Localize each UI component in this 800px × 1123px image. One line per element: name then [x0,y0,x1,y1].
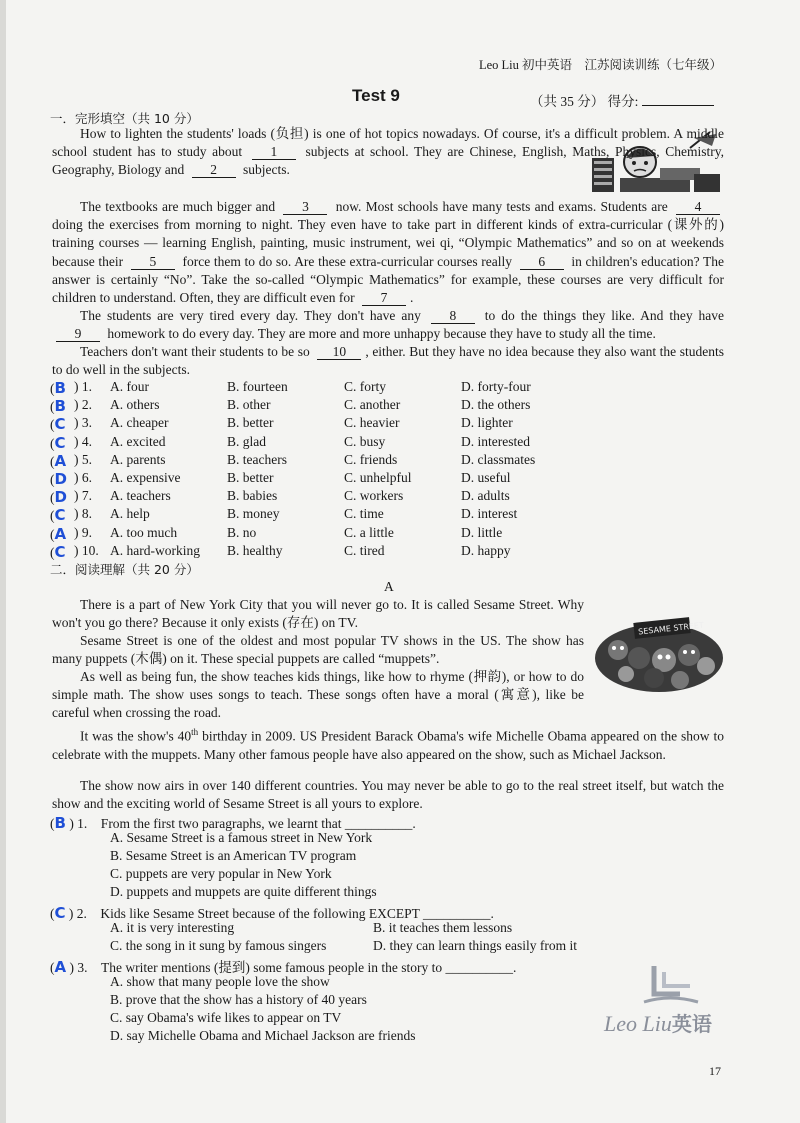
option-a[interactable]: A. parents [110,451,166,467]
logo-text [604,1008,712,1037]
blank-1: 1 [252,145,296,160]
question-number: ) 9. [74,524,92,540]
answer-paren: (D [50,469,67,488]
option-a[interactable]: A. cheaper [110,415,169,431]
option-c[interactable]: C. a little [344,524,394,540]
cloze-text: . [410,290,414,306]
answer-paren: (B [50,397,66,416]
option-a[interactable]: A. Sesame Street is a famous street in New York [110,830,373,845]
blank-9: 9 [56,327,100,342]
option-d[interactable]: D. they can learn things easily from it [373,938,577,953]
option-d[interactable]: D. the others [461,397,531,413]
reading-question-2: (C ) 2. Kids like Sesame Street because of the following EXCEPT __________. [50,904,494,922]
passage-text: Sesame Street is one of the oldest and most popular TV shows in the US. The show has many puppets (木偶) on it. These special puppets are called “muppets”. [52,633,584,667]
answer-mark: B [54,814,66,832]
answer-mark: C [54,904,66,922]
option-b[interactable]: B. Sesame Street is an American TV program [110,848,357,863]
cloze-paragraph-2 [52,198,724,307]
option-d[interactable]: D. little [461,524,503,540]
blank-4: 4 [676,200,720,215]
ordinal-suffix: th [191,727,199,737]
answer-mark: D [54,469,67,488]
cloze-question-row [50,415,730,433]
cloze-text: subjects at school. They are Chinese, English, Maths, Physics, Chemistry, Geography, Biology and [52,144,724,178]
option-a[interactable]: A. hard-working [110,542,200,558]
passage-a-p5 [52,777,724,813]
cloze-question-row [50,452,730,470]
option-a[interactable]: A. help [110,506,150,522]
passage-text: The show now airs in over 140 different countries. You may never be able to go to the real street itself, but watch the show and the exciting world of Sesame Street is all yours to explore. [52,778,724,812]
section-reading-heading: 二．阅读理解（共 20 分） [50,562,199,577]
option-d[interactable]: D. puppets and muppets are quite different things [110,884,377,899]
cloze-paragraph-3 [52,307,724,343]
cloze-question-row [50,397,730,415]
option-c[interactable]: C. workers [344,488,404,504]
cloze-text: , either. But they have no idea because they also want the students to do well in the subjects. [52,344,725,378]
answer-paren: (C [50,506,66,525]
cloze-text: The students are very tired every day. They don't have any [80,308,421,323]
option-d[interactable]: D. adults [461,488,510,504]
passage-text: There is a part of New York City that you will never go to. It is called Sesame Street. Why won't you go there? Because it only exists (存在) on TV. [52,597,584,631]
answer-paren: (C [50,433,66,452]
answer-paren: (C [50,415,66,434]
answer-mark: A [54,524,67,543]
reading-question-3: (A ) 3. The writer mentions (提到) some famous people in the story to __________. [50,958,517,976]
cloze-text: force them to do so. Are these extra-curricular courses really [182,253,513,269]
option-a[interactable]: A. teachers [110,488,171,504]
option-c[interactable]: C. tired [344,542,385,558]
option-b[interactable]: B. it teaches them lessons [373,920,513,935]
option-b[interactable]: B. prove that the show has a history of 40 years [110,992,367,1007]
option-b[interactable]: B. no [227,524,257,540]
score-box [530,90,714,110]
option-b[interactable]: B. babies [227,488,278,504]
option-d[interactable]: D. say Michelle Obama and Michael Jackson are friends [110,1028,416,1043]
answer-mark: C [54,506,66,525]
question-stem: ) 2. Kids like Sesame Street because of the following EXCEPT __________. [68,906,494,921]
answer-mark: B [54,397,66,416]
passage-text: It was the show's 40 [80,728,192,744]
logo-mark-icon [640,964,700,1006]
cloze-text: now. Most schools have many tests and exams. Students are [335,199,668,214]
option-b[interactable]: B. teachers [227,451,287,467]
question-number: ) 7. [74,488,92,504]
leo-liu-logo [600,964,724,1036]
option-d[interactable]: D. interest [461,506,518,522]
answer-mark: B [54,379,66,397]
blank-6: 6 [520,255,564,270]
cloze-question-row [50,525,730,543]
passage-a-p3 [52,668,584,723]
cloze-question-row [50,488,730,506]
option-c[interactable]: C. the song in it sung by famous singers [110,938,327,953]
logo-cn: 英语 [671,1012,712,1036]
question-number: ) 1. [74,379,92,394]
option-a[interactable]: A. it is very interesting [110,920,235,935]
option-a[interactable]: A. expensive [110,469,181,485]
cloze-paragraph-4 [52,343,724,379]
cloze-paragraph-1 [52,125,724,180]
answer-paren: (B [50,379,66,397]
passage-a-p1 [52,596,584,632]
option-b[interactable]: B. healthy [227,542,283,558]
option-b[interactable]: B. glad [227,433,266,449]
passage-a-p4 [52,723,724,764]
score-blank[interactable] [642,93,714,106]
option-c[interactable]: C. time [344,506,384,522]
question-number: ) 10. [74,542,99,558]
question-number: ) 5. [74,451,92,467]
passage-text: birthday in 2009. US President Barack Obama's wife Michelle Obama appeared on the show to celebrate with the muppets. Many other famous people have also appeared on the show, such as Michael Jackson. [52,728,724,762]
option-b[interactable]: B. better [227,469,274,485]
logo-brand: Leo Liu [604,1011,672,1036]
answer-paren: (A [50,524,67,543]
answer-mark: A [54,958,67,976]
answer-paren: (C [50,542,66,561]
score-label: 得分: [607,94,639,109]
question-number: ) 6. [74,469,92,485]
option-b[interactable]: B. better [227,415,274,431]
blank-5: 5 [131,255,175,270]
cloze-text: How to lighten the students' loads (负担) is one of hot topics nowadays. Of course, it's a difficult problem. A middle school student has to study about [52,126,724,160]
cloze-text: homework to do every day. They are more and more unhappy because they have to study all the time. [107,326,656,342]
option-a[interactable]: A. excited [110,433,166,449]
blank-10: 10 [317,345,361,360]
passage-a-p2 [52,632,584,668]
option-a[interactable]: A. show that many people love the show [110,974,330,989]
cloze-question-row [50,506,730,524]
answer-paren: (D [50,488,67,507]
sesame-street-muppets-photo [594,600,724,692]
reading-question-1: (B ) 1. From the first two paragraphs, we learnt that __________. [50,814,416,832]
score-total: （共 35 分） [530,94,605,109]
blank-2: 2 [192,163,236,178]
option-c[interactable]: C. say Obama's wife likes to appear on TV [110,1010,342,1025]
option-c[interactable]: C. unhelpful [344,469,412,485]
option-d[interactable]: D. forty-four [461,379,531,394]
test-title: Test 9 [352,86,400,105]
option-b[interactable]: B. fourteen [227,379,288,394]
cloze-question-row [50,543,730,561]
page-header: Leo Liu 初中英语 江苏阅读训练（七年级） [478,58,722,72]
option-a[interactable]: A. others [110,397,160,413]
passage-text: As well as being fun, the show teaches kids things, like how to rhyme (押韵), or how to do simple math. The show uses songs to teach. These songs often have a moral (寓意), like be careful when crossing the road. [52,669,584,721]
question-stem: ) 3. The writer mentions (提到) some famous people in the story to __________. [69,960,517,975]
cloze-question-row [50,379,730,397]
page-number: 17 [709,1064,721,1078]
blank-8: 8 [431,309,475,324]
cloze-text: in children's education? The answer is certainly “No”. Take the so-called “Olympic Mathematics” for example, these courses are very difficult for children to understand. Often, they are difficult even for [52,253,725,306]
cloze-text: doing the exercises from morning to night. They even have to take part in different kinds of extra-curricular (课外的) training courses — learning English, painting, music instrument, wei qi, “Olympic Mathematics” and so on at weekends because their [52,217,724,269]
question-number: ) 2. [74,397,92,413]
option-a[interactable]: A. too much [110,524,178,540]
cloze-question-row [50,434,730,452]
option-c[interactable]: C. friends [344,451,398,467]
cloze-question-row [50,470,730,488]
cloze-text: Teachers don't want their students to be so [80,344,310,359]
cloze-text: to do the things they like. And they have [484,308,725,323]
option-d[interactable]: D. lighter [461,415,513,431]
question-stem: ) 1. From the first two paragraphs, we learnt that __________. [69,816,416,831]
cloze-text: subjects. [242,162,290,178]
option-c[interactable]: C. forty [344,379,386,394]
option-b[interactable]: B. other [227,397,271,413]
option-c[interactable]: C. busy [344,433,386,449]
cloze-text: The textbooks are much bigger and [80,199,276,214]
scan-edge [0,0,6,1123]
question-number: ) 3. [74,415,92,431]
question-number: ) 8. [74,506,92,522]
option-d[interactable]: D. interested [461,433,530,449]
option-d[interactable]: D. classmates [461,451,536,467]
option-d[interactable]: D. useful [461,469,511,485]
answer-mark: A [54,451,67,470]
option-c[interactable]: C. heavier [344,415,400,431]
option-b[interactable]: B. money [227,506,280,522]
svg-text:SESAME STREET: SESAME STREET [637,620,705,637]
option-c[interactable]: C. another [344,397,401,413]
answer-mark: C [54,415,66,434]
section-cloze-heading: 一．完形填空（共 10 分） [50,111,199,126]
option-a[interactable]: A. four [110,379,149,394]
cloze-options [50,379,730,561]
blank-7: 7 [362,291,406,306]
blank-3: 3 [283,200,327,215]
answer-mark: D [54,488,67,507]
option-c[interactable]: C. puppets are very popular in New York [110,866,332,881]
answer-paren: (A [50,451,67,470]
passage-a-label: A [384,579,394,594]
answer-mark: C [54,433,66,452]
answer-mark: C [54,542,66,561]
question-number: ) 4. [74,433,92,449]
option-d[interactable]: D. happy [461,542,511,558]
